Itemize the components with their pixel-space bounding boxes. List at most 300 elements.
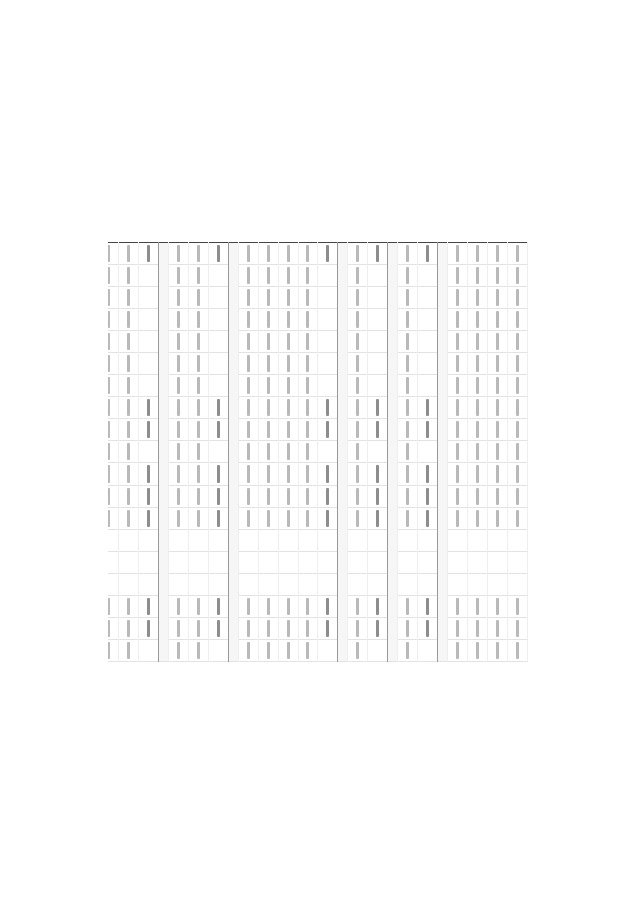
illegible-cell-text <box>217 598 220 615</box>
illegible-cell-text <box>516 443 519 460</box>
total-cell <box>318 639 338 661</box>
table-cell <box>508 243 528 265</box>
table-cell <box>118 287 138 309</box>
total-cell <box>418 441 438 463</box>
table-cell <box>488 463 508 485</box>
total-cell <box>138 463 158 485</box>
total-cell <box>368 529 388 551</box>
table-cell <box>278 595 298 617</box>
total-cell <box>208 375 228 397</box>
total-cell <box>318 617 338 639</box>
total-cell <box>418 331 438 353</box>
table-cell <box>468 309 488 331</box>
total-cell <box>318 551 338 573</box>
illegible-cell-text <box>177 377 180 394</box>
illegible-cell-text <box>108 289 110 306</box>
total-cell <box>138 375 158 397</box>
section-heading <box>338 243 348 662</box>
table-cell <box>298 529 318 551</box>
illegible-cell-text <box>267 598 270 615</box>
illegible-cell-text <box>426 399 429 416</box>
total-cell <box>208 639 228 661</box>
table-cell <box>168 551 188 573</box>
table-row <box>188 243 208 662</box>
illegible-cell-text <box>108 377 110 394</box>
table-cell <box>108 485 118 507</box>
table-cell <box>168 639 188 661</box>
illegible-cell-text <box>267 443 270 460</box>
table-cell <box>108 309 118 331</box>
illegible-cell-text <box>516 465 519 482</box>
illegible-cell-text <box>376 620 379 637</box>
table-cell <box>298 243 318 265</box>
illegible-cell-text <box>476 377 479 394</box>
table-cell <box>508 573 528 595</box>
table-cell <box>398 287 418 309</box>
total-cell <box>318 287 338 309</box>
table-cell <box>168 265 188 287</box>
table-cell <box>488 375 508 397</box>
illegible-cell-text <box>127 488 130 505</box>
table-cell <box>468 639 488 661</box>
illegible-cell-text <box>267 355 270 372</box>
table-cell <box>278 353 298 375</box>
illegible-cell-text <box>476 598 479 615</box>
illegible-cell-text <box>406 488 409 505</box>
table-cell <box>108 331 118 353</box>
illegible-cell-text <box>197 311 200 328</box>
illegible-cell-text <box>197 245 200 262</box>
table-cell <box>398 331 418 353</box>
illegible-cell-text <box>516 355 519 372</box>
illegible-cell-text <box>356 289 359 306</box>
illegible-cell-text <box>496 642 499 659</box>
illegible-cell-text <box>127 443 130 460</box>
illegible-cell-text <box>406 510 409 527</box>
table-cell <box>188 639 208 661</box>
illegible-cell-text <box>516 620 519 637</box>
illegible-cell-text <box>147 421 150 438</box>
illegible-cell-text <box>177 488 180 505</box>
illegible-cell-text <box>376 488 379 505</box>
illegible-cell-text <box>406 245 409 262</box>
illegible-cell-text <box>476 267 479 284</box>
total-cell <box>368 419 388 441</box>
table-cell <box>188 529 208 551</box>
total-cell <box>208 265 228 287</box>
table-cell <box>508 595 528 617</box>
table-cell <box>188 419 208 441</box>
illegible-cell-text <box>516 598 519 615</box>
total-cell <box>208 485 228 507</box>
illegible-cell-text <box>247 311 250 328</box>
illegible-cell-text <box>306 443 309 460</box>
total-cell <box>138 639 158 661</box>
total-cell <box>318 353 338 375</box>
table-cell <box>258 573 278 595</box>
illegible-cell-text <box>476 510 479 527</box>
table-cell <box>468 441 488 463</box>
illegible-cell-text <box>496 311 499 328</box>
table-cell <box>298 639 318 661</box>
table-cell <box>258 265 278 287</box>
illegible-cell-text <box>127 311 130 328</box>
table-cell <box>168 397 188 419</box>
illegible-cell-text <box>147 598 150 615</box>
illegible-cell-text <box>197 598 200 615</box>
illegible-cell-text <box>326 620 329 637</box>
total-cell <box>138 265 158 287</box>
table-cell <box>348 397 368 419</box>
data-table <box>108 242 528 662</box>
table-cell <box>108 573 118 595</box>
table-cell <box>118 265 138 287</box>
table-cell <box>488 441 508 463</box>
table-row <box>108 243 118 662</box>
table-cell <box>468 243 488 265</box>
table-cell <box>508 617 528 639</box>
total-row <box>368 243 388 662</box>
total-cell <box>318 397 338 419</box>
total-cell <box>418 375 438 397</box>
illegible-cell-text <box>306 333 309 350</box>
table-cell <box>298 397 318 419</box>
table-cell <box>348 595 368 617</box>
table-cell <box>448 331 468 353</box>
illegible-cell-text <box>287 267 290 284</box>
illegible-cell-text <box>476 399 479 416</box>
table-cell <box>238 617 258 639</box>
table-cell <box>118 309 138 331</box>
illegible-cell-text <box>476 421 479 438</box>
table-cell <box>238 309 258 331</box>
illegible-cell-text <box>247 465 250 482</box>
illegible-cell-text <box>496 267 499 284</box>
illegible-cell-text <box>108 355 110 372</box>
table-cell <box>468 375 488 397</box>
illegible-cell-text <box>127 642 130 659</box>
total-cell <box>208 529 228 551</box>
total-cell <box>368 331 388 353</box>
illegible-cell-text <box>267 620 270 637</box>
illegible-cell-text <box>177 465 180 482</box>
illegible-cell-text <box>147 620 150 637</box>
table-cell <box>238 463 258 485</box>
table-cell <box>168 331 188 353</box>
total-cell <box>368 287 388 309</box>
section-heading-row <box>338 243 348 662</box>
illegible-cell-text <box>247 333 250 350</box>
illegible-cell-text <box>326 510 329 527</box>
table-cell <box>188 243 208 265</box>
illegible-cell-text <box>267 289 270 306</box>
table-cell <box>108 639 118 661</box>
illegible-cell-text <box>406 399 409 416</box>
illegible-cell-text <box>496 245 499 262</box>
illegible-cell-text <box>247 598 250 615</box>
illegible-cell-text <box>306 245 309 262</box>
table-cell <box>118 419 138 441</box>
table-cell <box>258 617 278 639</box>
table-cell <box>508 331 528 353</box>
table-cell <box>488 419 508 441</box>
illegible-cell-text <box>108 245 110 262</box>
table-cell <box>298 265 318 287</box>
section-heading <box>158 243 168 662</box>
illegible-cell-text <box>406 311 409 328</box>
table-cell <box>188 265 208 287</box>
table-cell <box>298 551 318 573</box>
illegible-cell-text <box>267 465 270 482</box>
illegible-cell-text <box>247 267 250 284</box>
table-cell <box>238 419 258 441</box>
illegible-cell-text <box>426 421 429 438</box>
illegible-cell-text <box>127 399 130 416</box>
illegible-cell-text <box>516 333 519 350</box>
table-row <box>238 243 258 662</box>
illegible-cell-text <box>496 289 499 306</box>
illegible-cell-text <box>197 488 200 505</box>
table-cell <box>348 529 368 551</box>
illegible-cell-text <box>287 377 290 394</box>
table-cell <box>298 375 318 397</box>
illegible-cell-text <box>476 465 479 482</box>
illegible-cell-text <box>127 510 130 527</box>
table-cell <box>398 485 418 507</box>
illegible-cell-text <box>177 355 180 372</box>
illegible-cell-text <box>306 510 309 527</box>
illegible-cell-text <box>267 377 270 394</box>
table-cell <box>118 441 138 463</box>
illegible-cell-text <box>496 355 499 372</box>
table-cell <box>258 639 278 661</box>
table-cell <box>488 485 508 507</box>
table-cell <box>168 287 188 309</box>
illegible-cell-text <box>127 598 130 615</box>
illegible-cell-text <box>108 488 110 505</box>
illegible-cell-text <box>127 355 130 372</box>
illegible-cell-text <box>516 421 519 438</box>
total-cell <box>208 617 228 639</box>
illegible-cell-text <box>426 510 429 527</box>
table-cell <box>278 287 298 309</box>
illegible-cell-text <box>127 421 130 438</box>
total-cell <box>318 463 338 485</box>
illegible-cell-text <box>147 510 150 527</box>
total-cell <box>368 243 388 265</box>
illegible-cell-text <box>476 443 479 460</box>
total-row <box>138 243 158 662</box>
table-cell <box>238 441 258 463</box>
total-cell <box>318 529 338 551</box>
table-cell <box>488 287 508 309</box>
table-cell <box>298 309 318 331</box>
table-cell <box>278 529 298 551</box>
illegible-cell-text <box>476 620 479 637</box>
table-row <box>508 243 528 662</box>
illegible-cell-text <box>516 311 519 328</box>
illegible-cell-text <box>287 289 290 306</box>
table-cell <box>238 529 258 551</box>
section-heading-row <box>388 243 398 662</box>
table-cell <box>258 441 278 463</box>
table-cell <box>488 573 508 595</box>
illegible-cell-text <box>516 267 519 284</box>
illegible-cell-text <box>287 399 290 416</box>
table-cell <box>278 639 298 661</box>
illegible-cell-text <box>456 465 459 482</box>
illegible-cell-text <box>356 333 359 350</box>
illegible-cell-text <box>306 488 309 505</box>
illegible-cell-text <box>406 620 409 637</box>
table-cell <box>188 595 208 617</box>
table-row <box>448 243 468 662</box>
total-cell <box>418 397 438 419</box>
illegible-cell-text <box>406 333 409 350</box>
illegible-cell-text <box>306 620 309 637</box>
illegible-cell-text <box>496 620 499 637</box>
table-cell <box>468 485 488 507</box>
illegible-cell-text <box>476 642 479 659</box>
illegible-cell-text <box>287 355 290 372</box>
table-cell <box>348 419 368 441</box>
illegible-cell-text <box>456 510 459 527</box>
total-cell <box>368 573 388 595</box>
illegible-cell-text <box>406 598 409 615</box>
table-cell <box>348 353 368 375</box>
table-cell <box>238 485 258 507</box>
total-cell <box>418 287 438 309</box>
total-cell <box>368 617 388 639</box>
table-cell <box>488 617 508 639</box>
illegible-cell-text <box>426 598 429 615</box>
illegible-cell-text <box>476 289 479 306</box>
table-frame <box>108 72 528 832</box>
illegible-cell-text <box>287 620 290 637</box>
table-cell <box>298 419 318 441</box>
total-cell <box>368 353 388 375</box>
section-heading <box>438 243 448 662</box>
illegible-cell-text <box>456 355 459 372</box>
illegible-cell-text <box>456 421 459 438</box>
illegible-cell-text <box>247 399 250 416</box>
illegible-cell-text <box>127 289 130 306</box>
illegible-cell-text <box>356 377 359 394</box>
illegible-cell-text <box>267 399 270 416</box>
illegible-cell-text <box>516 377 519 394</box>
illegible-cell-text <box>197 642 200 659</box>
illegible-cell-text <box>356 620 359 637</box>
illegible-cell-text <box>177 333 180 350</box>
total-cell <box>318 573 338 595</box>
total-cell <box>418 551 438 573</box>
illegible-cell-text <box>426 488 429 505</box>
total-cell <box>208 309 228 331</box>
illegible-cell-text <box>177 598 180 615</box>
table-cell <box>448 573 468 595</box>
illegible-cell-text <box>426 245 429 262</box>
table-cell <box>398 309 418 331</box>
illegible-cell-text <box>127 377 130 394</box>
illegible-cell-text <box>496 377 499 394</box>
total-cell <box>208 551 228 573</box>
total-cell <box>368 507 388 529</box>
illegible-cell-text <box>356 488 359 505</box>
table-cell <box>188 551 208 573</box>
table-row <box>118 243 138 662</box>
table-cell <box>508 419 528 441</box>
table-cell <box>348 551 368 573</box>
illegible-cell-text <box>287 488 290 505</box>
table-cell <box>448 529 468 551</box>
table-row <box>348 243 368 662</box>
total-cell <box>138 485 158 507</box>
table-cell <box>488 331 508 353</box>
table-cell <box>118 463 138 485</box>
illegible-cell-text <box>267 245 270 262</box>
illegible-cell-text <box>356 355 359 372</box>
table-cell <box>348 375 368 397</box>
illegible-cell-text <box>306 355 309 372</box>
illegible-cell-text <box>287 333 290 350</box>
table-cell <box>118 485 138 507</box>
illegible-cell-text <box>306 421 309 438</box>
illegible-cell-text <box>326 465 329 482</box>
total-cell <box>368 309 388 331</box>
table-cell <box>108 507 118 529</box>
illegible-cell-text <box>197 289 200 306</box>
table-cell <box>108 529 118 551</box>
table-cell <box>258 463 278 485</box>
illegible-cell-text <box>456 488 459 505</box>
table-row <box>488 243 508 662</box>
illegible-cell-text <box>456 245 459 262</box>
table-cell <box>468 529 488 551</box>
illegible-cell-text <box>496 598 499 615</box>
total-cell <box>138 419 158 441</box>
total-cell <box>138 441 158 463</box>
table-cell <box>508 639 528 661</box>
table-cell <box>398 463 418 485</box>
illegible-cell-text <box>306 642 309 659</box>
total-cell <box>418 265 438 287</box>
table-cell <box>168 529 188 551</box>
table-cell <box>488 595 508 617</box>
table-cell <box>398 639 418 661</box>
table-cell <box>348 265 368 287</box>
table-cell <box>278 441 298 463</box>
table-cell <box>238 287 258 309</box>
table-cell <box>508 265 528 287</box>
total-row <box>318 243 338 662</box>
table-cell <box>468 595 488 617</box>
section-heading-row <box>158 243 168 662</box>
section-heading-row <box>228 243 238 662</box>
table-cell <box>448 287 468 309</box>
illegible-cell-text <box>326 245 329 262</box>
illegible-cell-text <box>496 488 499 505</box>
total-cell <box>368 463 388 485</box>
illegible-cell-text <box>267 311 270 328</box>
illegible-cell-text <box>476 333 479 350</box>
table-cell <box>238 507 258 529</box>
illegible-cell-text <box>177 620 180 637</box>
table-cell <box>278 265 298 287</box>
illegible-cell-text <box>217 399 220 416</box>
table-cell <box>448 265 468 287</box>
total-cell <box>208 419 228 441</box>
table-cell <box>348 639 368 661</box>
